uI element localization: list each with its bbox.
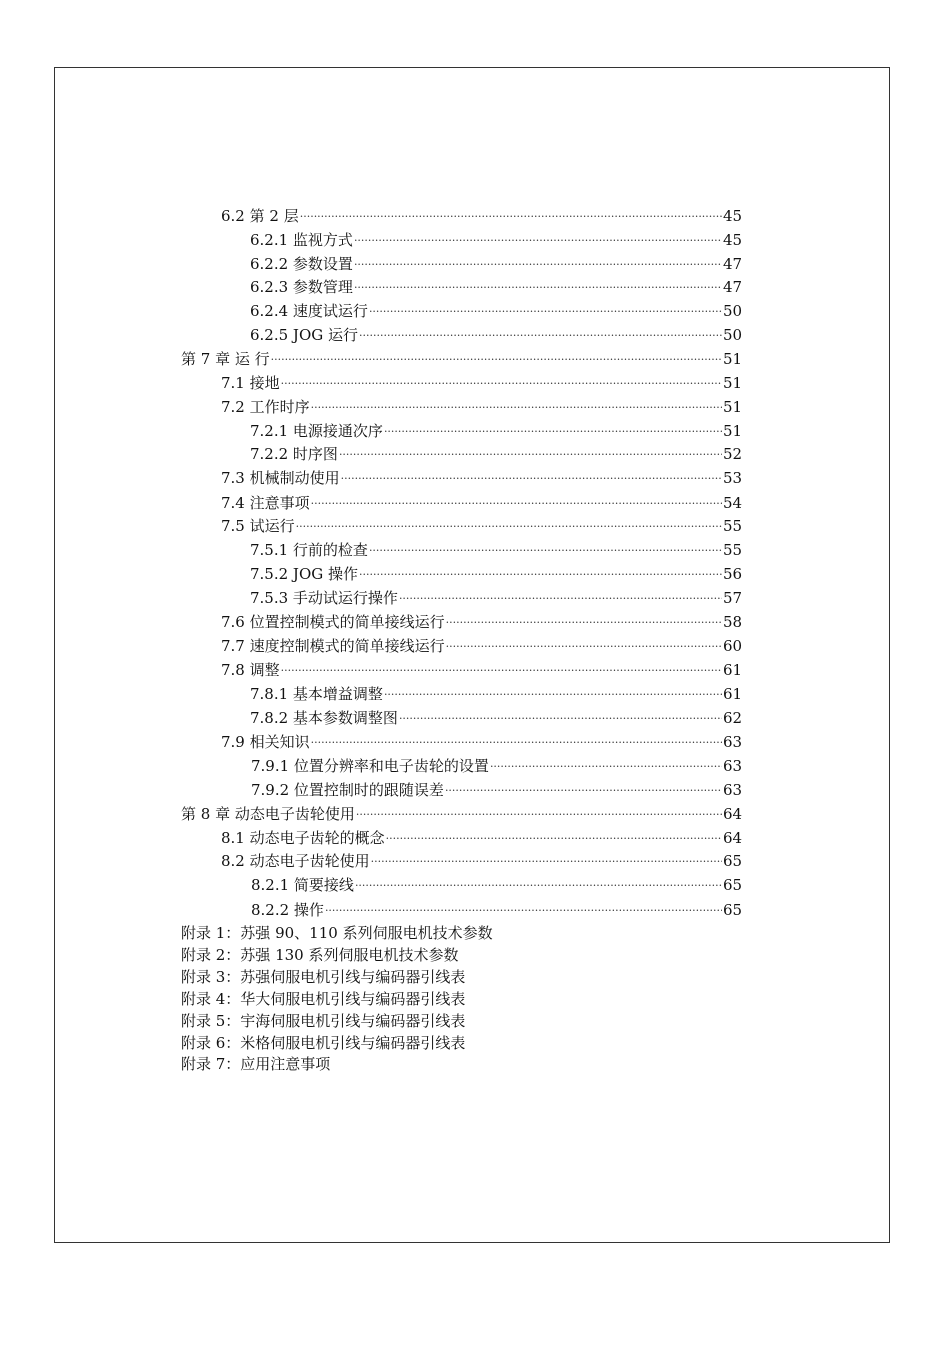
toc-page-number: 62 — [723, 709, 743, 727]
toc-page-number: 45 — [723, 231, 743, 249]
dot-leader — [446, 636, 722, 658]
toc-entry-7-8-1[interactable] — [250, 683, 741, 705]
toc-entry-6-2-4[interactable] — [250, 300, 741, 322]
toc-entry-label: 7.8.2 基本参数调整图 — [250, 709, 398, 727]
dot-leader — [399, 588, 722, 610]
toc-entry-7-2-2[interactable] — [250, 443, 741, 465]
appendix-5[interactable]: 附录 5：宇海伺服电机引线与编码器引线表 — [181, 1012, 466, 1030]
toc-entry-label: 7.6 位置控制模式的简单接线运行 — [221, 613, 445, 631]
toc-entry-7-2[interactable] — [221, 396, 741, 418]
toc-page-number: 55 — [723, 541, 743, 559]
toc-entry-label: 7.7 速度控制模式的简单接线运行 — [221, 637, 445, 655]
toc-entry-8-2-2[interactable] — [251, 899, 741, 921]
toc-page-number: 63 — [723, 733, 743, 751]
toc-entry-7-9[interactable] — [221, 731, 741, 753]
toc-entry-label: 7.2 工作时序 — [221, 398, 310, 416]
toc-entry-label: 8.2.2 操作 — [251, 901, 324, 919]
toc-entry-6-2-2[interactable] — [250, 253, 741, 275]
dot-leader — [446, 612, 722, 634]
dot-leader — [311, 397, 722, 419]
toc-page-number: 56 — [723, 565, 743, 583]
dot-leader — [386, 828, 722, 850]
toc-page-number: 51 — [723, 374, 743, 392]
toc-entry-7-5[interactable] — [221, 515, 741, 537]
toc-entry-7-4[interactable] — [221, 492, 741, 514]
dot-leader — [341, 468, 722, 490]
toc-page-number: 57 — [723, 589, 743, 607]
dot-leader — [384, 684, 722, 706]
dot-leader — [281, 373, 722, 395]
toc-page-number: 63 — [723, 781, 743, 799]
appendix-1[interactable]: 附录 1：苏强 90、110 系列伺服电机技术参数 — [181, 924, 493, 942]
toc-entry-7-3[interactable] — [221, 467, 741, 489]
dot-leader — [311, 732, 722, 754]
dot-leader — [490, 756, 722, 778]
toc-page-number: 65 — [723, 852, 743, 870]
toc-page-number: 65 — [723, 876, 743, 894]
toc-page-number: 52 — [723, 445, 743, 463]
toc-entry-7-9-1[interactable] — [251, 755, 741, 777]
toc-entry-chapter-7[interactable] — [181, 348, 741, 370]
dot-leader — [399, 708, 722, 730]
toc-page-number: 51 — [723, 350, 743, 368]
toc-entry-6-2-1[interactable] — [250, 229, 741, 251]
appendix-3[interactable]: 附录 3：苏强伺服电机引线与编码器引线表 — [181, 968, 466, 986]
appendix-2[interactable]: 附录 2：苏强 130 系列伺服电机技术参数 — [181, 946, 459, 964]
dot-leader — [271, 349, 722, 371]
toc-entry-8-1[interactable] — [221, 827, 741, 849]
toc-entry-label: 6.2.3 参数管理 — [250, 278, 353, 296]
toc-entry-7-5-3[interactable] — [250, 587, 741, 609]
dot-leader — [371, 851, 722, 873]
dot-leader — [445, 780, 722, 802]
toc-entry-chapter-8[interactable] — [181, 803, 741, 825]
dot-leader — [281, 660, 722, 682]
dot-leader — [359, 564, 722, 586]
toc-entry-label: 7.2.2 时序图 — [250, 445, 338, 463]
toc-entry-6-2[interactable] — [221, 205, 741, 227]
toc-entry-label: 7.8 调整 — [221, 661, 280, 679]
toc-page-number: 47 — [723, 278, 743, 296]
toc-entry-label: 8.2 动态电子齿轮使用 — [221, 852, 370, 870]
toc-entry-label: 7.1 接地 — [221, 374, 280, 392]
toc-entry-7-8-2[interactable] — [250, 707, 741, 729]
appendix-7[interactable]: 附录 7：应用注意事项 — [181, 1055, 331, 1073]
toc-entry-label: 8.2.1 简要接线 — [251, 876, 354, 894]
toc-entry-6-2-5[interactable] — [250, 324, 741, 346]
toc-entry-label: 6.2.2 参数设置 — [250, 255, 353, 273]
toc-page-number: 51 — [723, 398, 743, 416]
toc-entry-label: 7.3 机械制动使用 — [221, 469, 340, 487]
toc-page-number: 61 — [723, 685, 743, 703]
toc-entry-7-7[interactable] — [221, 635, 741, 657]
toc-entry-7-8[interactable] — [221, 659, 741, 681]
toc-entry-7-5-1[interactable] — [250, 539, 741, 561]
toc-page-number: 63 — [723, 757, 743, 775]
toc-entry-label: 6.2 第 2 层 — [221, 207, 299, 225]
toc-entry-7-1[interactable] — [221, 372, 741, 394]
toc-page-number: 47 — [723, 255, 743, 273]
toc-entry-label: 6.2.4 速度试运行 — [250, 302, 368, 320]
toc-entry-label: 7.9 相关知识 — [221, 733, 310, 751]
toc-page-number: 58 — [723, 613, 743, 631]
dot-leader — [311, 493, 722, 515]
toc-entry-label: 第 7 章 运 行 — [181, 350, 270, 368]
toc-entry-label: 7.5.1 行前的检查 — [250, 541, 368, 559]
toc-page-number: 64 — [723, 805, 743, 823]
toc-page-number: 54 — [723, 494, 743, 512]
dot-leader — [339, 444, 722, 466]
toc-entry-label: 7.5 试运行 — [221, 517, 295, 535]
toc-entry-label: 7.5.2 JOG 操作 — [250, 565, 358, 583]
toc-entry-label: 第 8 章 动态电子齿轮使用 — [181, 805, 355, 823]
appendix-4[interactable]: 附录 4：华大伺服电机引线与编码器引线表 — [181, 990, 466, 1008]
dot-leader — [369, 540, 722, 562]
toc-page-number: 55 — [723, 517, 743, 535]
toc-entry-8-2[interactable] — [221, 850, 741, 872]
toc-page-number: 60 — [723, 637, 743, 655]
dot-leader — [369, 301, 722, 323]
dot-leader — [325, 900, 722, 922]
dot-leader — [296, 516, 722, 538]
toc-entry-7-2-1[interactable] — [250, 420, 741, 442]
toc-entry-7-6[interactable] — [221, 611, 741, 633]
toc-entry-label: 7.2.1 电源接通次序 — [250, 422, 383, 440]
dot-leader — [355, 875, 722, 897]
toc-entry-label: 7.8.1 基本增益调整 — [250, 685, 383, 703]
dot-leader — [300, 206, 722, 228]
dot-leader — [354, 277, 722, 299]
dot-leader — [384, 421, 722, 443]
dot-leader — [354, 230, 722, 252]
toc-entry-label: 6.2.5 JOG 运行 — [250, 326, 358, 344]
toc-page-number: 45 — [723, 207, 743, 225]
dot-leader — [354, 254, 722, 276]
toc-page-number: 50 — [723, 326, 743, 344]
appendix-6[interactable]: 附录 6：米格伺服电机引线与编码器引线表 — [181, 1034, 466, 1052]
toc-entry-7-5-2[interactable] — [250, 563, 741, 585]
toc-entry-label: 7.5.3 手动试运行操作 — [250, 589, 398, 607]
toc-entry-label: 7.4 注意事项 — [221, 494, 310, 512]
toc-entry-6-2-3[interactable] — [250, 276, 741, 298]
toc-entry-label: 7.9.1 位置分辨率和电子齿轮的设置 — [251, 757, 489, 775]
toc-page-number: 51 — [723, 422, 743, 440]
toc-entry-label: 6.2.1 监视方式 — [250, 231, 353, 249]
toc-entry-label: 8.1 动态电子齿轮的概念 — [221, 829, 385, 847]
toc-entry-label: 7.9.2 位置控制时的跟随误差 — [251, 781, 444, 799]
dot-leader — [359, 325, 722, 347]
toc-page-number: 50 — [723, 302, 743, 320]
toc-page-number: 61 — [723, 661, 743, 679]
toc-page-number: 65 — [723, 901, 743, 919]
toc-page-number: 64 — [723, 829, 743, 847]
toc-entry-7-9-2[interactable] — [251, 779, 741, 801]
dot-leader — [356, 804, 722, 826]
toc-page-number: 53 — [723, 469, 743, 487]
toc-entry-8-2-1[interactable] — [251, 874, 741, 896]
